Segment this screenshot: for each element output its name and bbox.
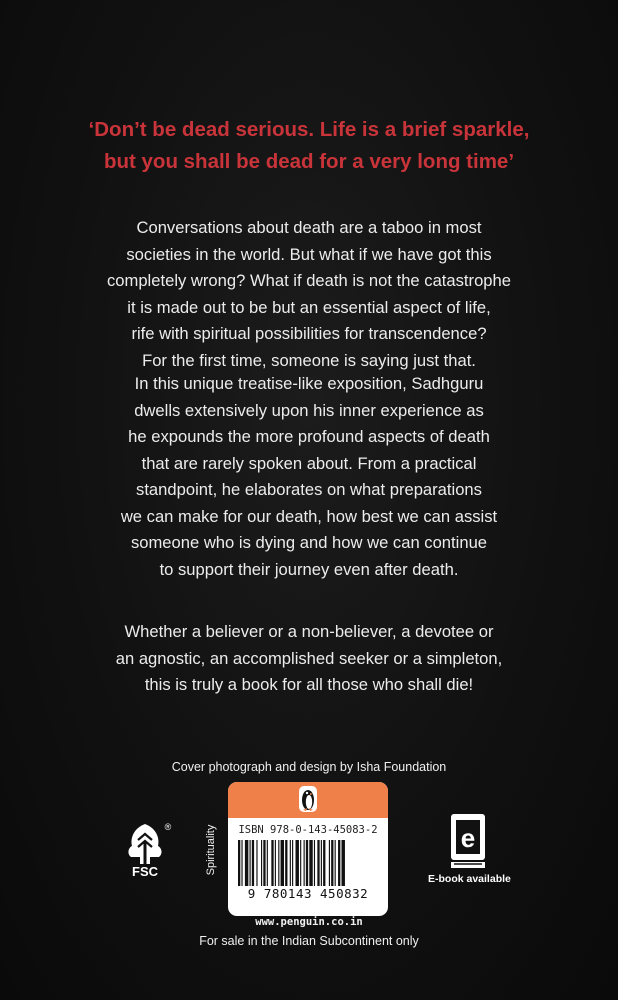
ebook-letter: e: [460, 823, 476, 853]
blurb-line: he expounds the more profound aspects of death: [128, 427, 490, 446]
blurb-line: societies in the world. But what if we have got this: [126, 244, 492, 264]
blurb-line: someone who is dying and how we can continue: [130, 533, 488, 552]
blurb-line: standpoint, he elaborates on what preparations: [136, 480, 482, 499]
barcode-bar: [300, 840, 301, 886]
barcode-bar: [271, 840, 273, 886]
barcode-bar: [252, 840, 254, 886]
blurb-line: For the first time, someone is saying just that.: [142, 350, 476, 370]
barcode-bar: [321, 840, 322, 886]
barcode-bar: [250, 840, 251, 886]
blurb-paragraph-2: [0, 371, 618, 583]
blurb-line: completely wrong? What if death is not the catastrophe: [106, 271, 511, 290]
barcode-bar: [292, 840, 293, 886]
barcode-bar: [329, 840, 330, 886]
barcode-bar: [285, 840, 287, 886]
ebook-icon: [448, 812, 488, 870]
barcode-bar: [304, 840, 305, 886]
cover-credit: Cover photograph and design by Isha Foundation: [171, 760, 447, 774]
barcode-bar: [335, 840, 336, 886]
barcode-bar: [261, 840, 262, 886]
barcode-bar: [306, 840, 308, 886]
barcode-bar: [296, 840, 299, 886]
blurb-line: dwells extensively upon his inner experience as: [134, 400, 484, 420]
barcode-bar: [256, 840, 257, 886]
quote-line-2: but you shall be dead for a very long time’: [103, 150, 515, 173]
barcode-bar: [245, 840, 248, 886]
blurb-line: rife with spiritual possibilities for transcendence?: [131, 324, 487, 343]
ebook-label: E-book available: [428, 873, 511, 885]
barcode-bar: [238, 840, 240, 886]
blurb-line: In this unique treatise-like exposition, Sadhguru: [134, 374, 484, 393]
blurb-paragraph-3: [0, 619, 618, 699]
barcode-bar: [278, 840, 279, 886]
barcode-bar: [290, 840, 291, 886]
sale-note: For sale in the Indian Subcontinent only: [199, 934, 419, 948]
penguin-logo-icon: [299, 786, 317, 812]
ean-number: 9 780143 450832: [247, 886, 369, 901]
blurb-line: an agnostic, an accomplished seeker or a simpleton,: [115, 648, 503, 668]
fsc-label: FSC: [132, 864, 158, 879]
barcode-bar: [267, 840, 268, 886]
blurb-paragraph-1: [0, 215, 618, 374]
publisher-website: www.penguin.co.in: [255, 916, 363, 928]
blurb-line: that are rarely spoken about. From a practical: [141, 453, 477, 473]
quote-line-1: ‘Don’t be dead serious. Life is a brief sparkle,: [88, 118, 530, 141]
blurb-line: to support their journey even after death.: [159, 559, 459, 579]
barcode-bar: [323, 840, 325, 886]
barcode-bar: [309, 840, 312, 886]
isbn-text: ISBN 978-0-143-45083-2: [238, 824, 378, 836]
barcode-bar: [263, 840, 265, 886]
blurb-line: we can make for our death, how best we can assist: [120, 506, 498, 526]
barcode-panel: [228, 782, 388, 916]
pull-quote: [0, 114, 618, 178]
blurb-line: Whether a believer or a non-believer, a devotee or: [124, 622, 494, 641]
barcode-bar: [338, 840, 340, 886]
blurb-line: Conversations about death are a taboo in most: [136, 218, 482, 237]
barcode-bar: [342, 840, 345, 886]
barcode-bar: [314, 840, 315, 886]
barcode-bar: [317, 840, 319, 886]
barcode-bar: [275, 840, 276, 886]
blurb-line: it is made out to be but an essential aspect of life,: [127, 297, 491, 317]
genre-label: Spirituality: [205, 824, 217, 876]
barcode-bar: [241, 840, 242, 886]
barcode-bar: [281, 840, 284, 886]
fsc-registered-mark: ®: [164, 822, 172, 832]
barcode-bars: [238, 840, 378, 886]
blurb-line: this is truly a book for all those who shall die!: [144, 675, 474, 694]
barcode-bar: [331, 840, 333, 886]
